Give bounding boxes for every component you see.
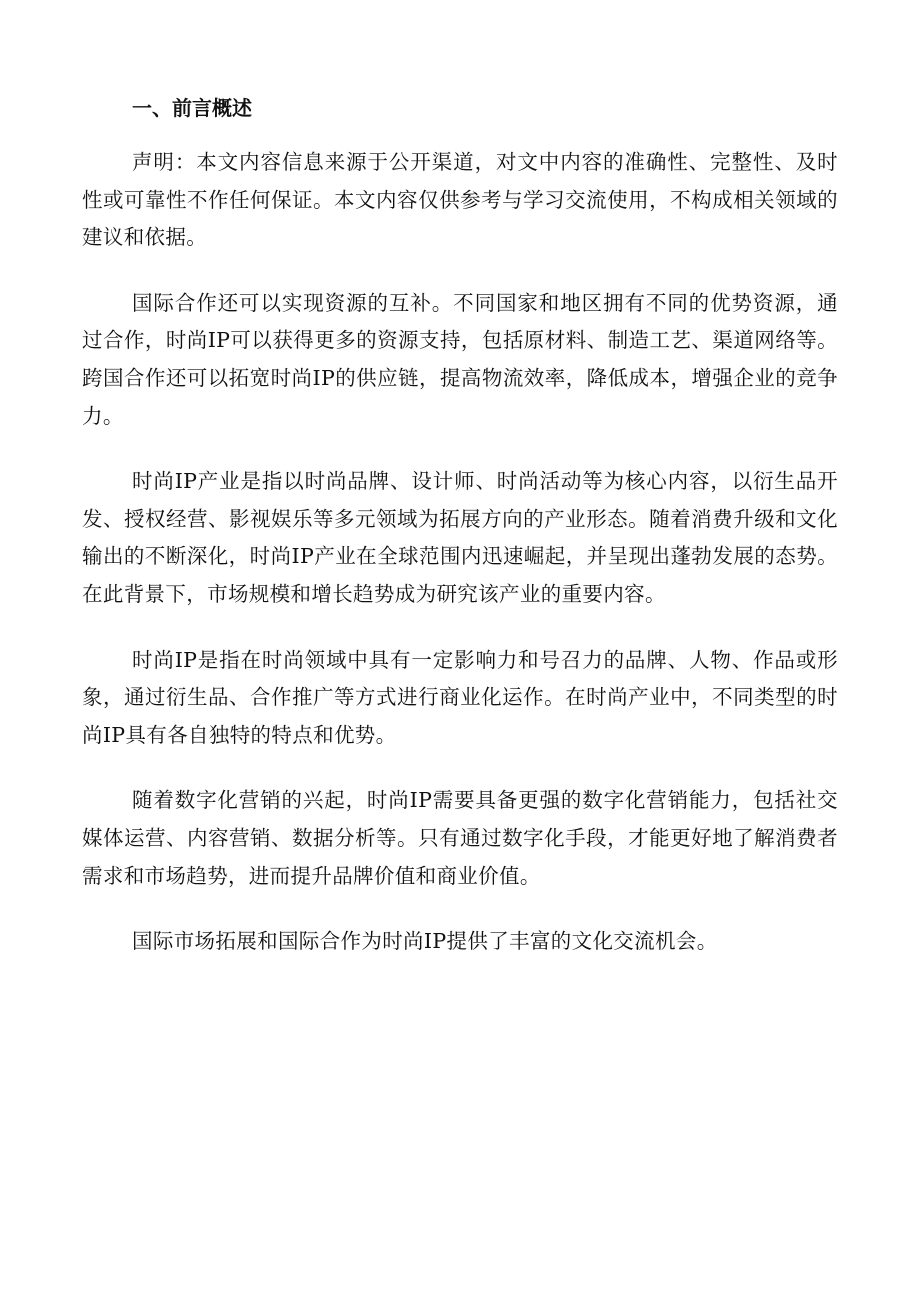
- paragraph-industry-definition: 时尚IP产业是指以时尚品牌、设计师、时尚活动等为核心内容，以衍生品开发、授权经营、影视娱乐等多元领域为拓展方向的产业形态。随着消费升级和文化输出的不断深化，时尚IP产业在全球范围内迅速崛起，并呈现出蓬勃发展的态势。在此背景下，市场规模和增长趋势成为研究该产业的重要内容。: [82, 469, 838, 606]
- paragraph-digital-marketing: 随着数字化营销的兴起，时尚IP需要具备更强的数字化营销能力，包括社交媒体运营、内容营销、数据分析等。只有通过数字化手段，才能更好地了解消费者需求和市场趋势，进而提升品牌价值和商业价值。: [82, 788, 838, 888]
- paragraph-resource-complement: 国际合作还可以实现资源的互补。不同国家和地区拥有不同的优势资源，通过合作，时尚IP可以获得更多的资源支持，包括原材料、制造工艺、渠道网络等。跨国合作还可以拓宽时尚IP的供应链，提高物流效率，降低成本，增强企业的竞争力。: [82, 290, 838, 428]
- section-heading: 一、前言概述: [132, 96, 252, 120]
- document-page: [82, 88, 838, 989]
- paragraph-disclaimer: 声明：本文内容信息来源于公开渠道，对文中内容的准确性、完整性、及时性或可靠性不作任何保证。本文内容仅供参考与学习交流使用，不构成相关领域的建议和依据。: [82, 150, 838, 250]
- paragraph-international-expansion: 国际市场拓展和国际合作为时尚IP提供了丰富的文化交流机会。: [132, 929, 718, 954]
- paragraph-ip-definition: 时尚IP是指在时尚领域中具有一定影响力和号召力的品牌、人物、作品或形象，通过衍生品、合作推广等方式进行商业化运作。在时尚产业中，不同类型的时尚IP具有各自独特的特点和优势。: [82, 647, 838, 747]
